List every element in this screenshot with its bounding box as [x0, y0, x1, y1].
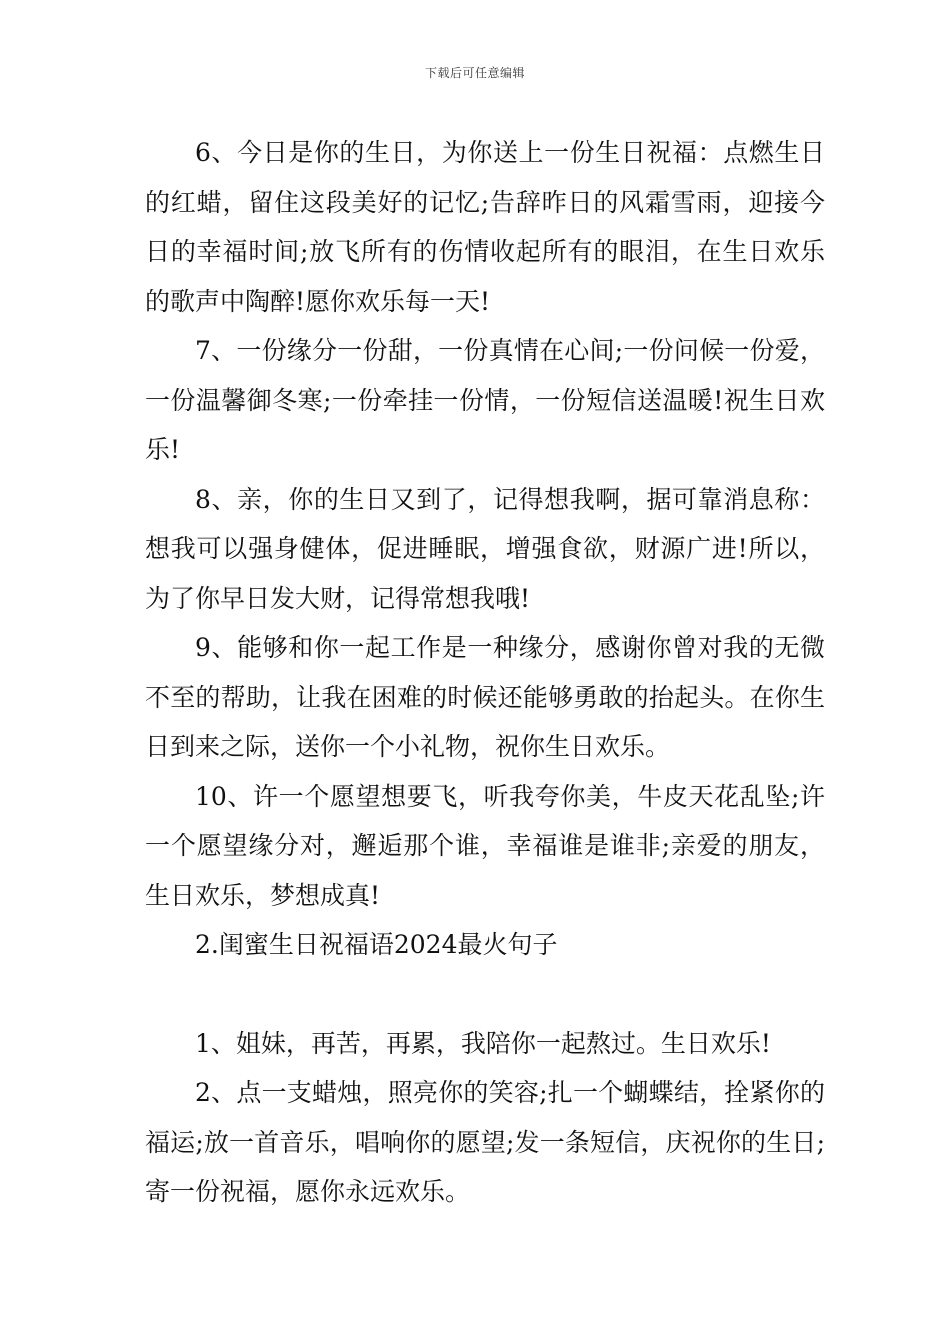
paragraph-2: 2、点一支蜡烛，照亮你的笑容;扎一个蝴蝶结，拴紧你的福运;放一首音乐，唱响你的愿望;发一条短信，庆祝你的生日;寄一份祝福，愿你永远欢乐。 — [145, 1078, 825, 1206]
document-body — [145, 128, 825, 1217]
section-spacer — [145, 970, 825, 1019]
paragraph-9: 9、能够和你一起工作是一种缘分，感谢你曾对我的无微不至的帮助，让我在困难的时候还能够勇敢的抬起头。在你生日到来之际，送你一个小礼物，祝你生日欢乐。 — [145, 633, 825, 761]
paragraph-7: 7、一份缘分一份甜，一份真情在心间;一份问候一份爱，一份温馨御冬寒;一份牵挂一份情，一份短信送温暖!祝生日欢乐! — [145, 336, 825, 464]
paragraph-6: 6、今日是你的生日，为你送上一份生日祝福：点燃生日的红蜡，留住这段美好的记忆;告辞昨日的风霜雪雨，迎接今日的幸福时间;放飞所有的伤情收起所有的眼泪，在生日欢乐的歌声中陶醉!愿你欢乐每一天! — [145, 138, 825, 316]
section-heading: 2.闺蜜生日祝福语2024最火句子 — [195, 930, 558, 959]
paragraph-8: 8、亲，你的生日又到了，记得想我啊，据可靠消息称：想我可以强身健体，促进睡眠，增强食欲，财源广进!所以，为了你早日发大财，记得常想我哦! — [145, 484, 825, 613]
paragraph-1: 1、姐妹，再苦，再累，我陪你一起熬过。生日欢乐! — [195, 1028, 771, 1058]
page-header: 下载后可任意编辑 — [424, 66, 525, 80]
paragraph-10: 10、许一个愿望想要飞，听我夸你美，牛皮天花乱坠;许一个愿望缘分对，邂逅那个谁，幸福谁是谁非;亲爱的朋友，生日欢乐，梦想成真! — [145, 781, 825, 910]
